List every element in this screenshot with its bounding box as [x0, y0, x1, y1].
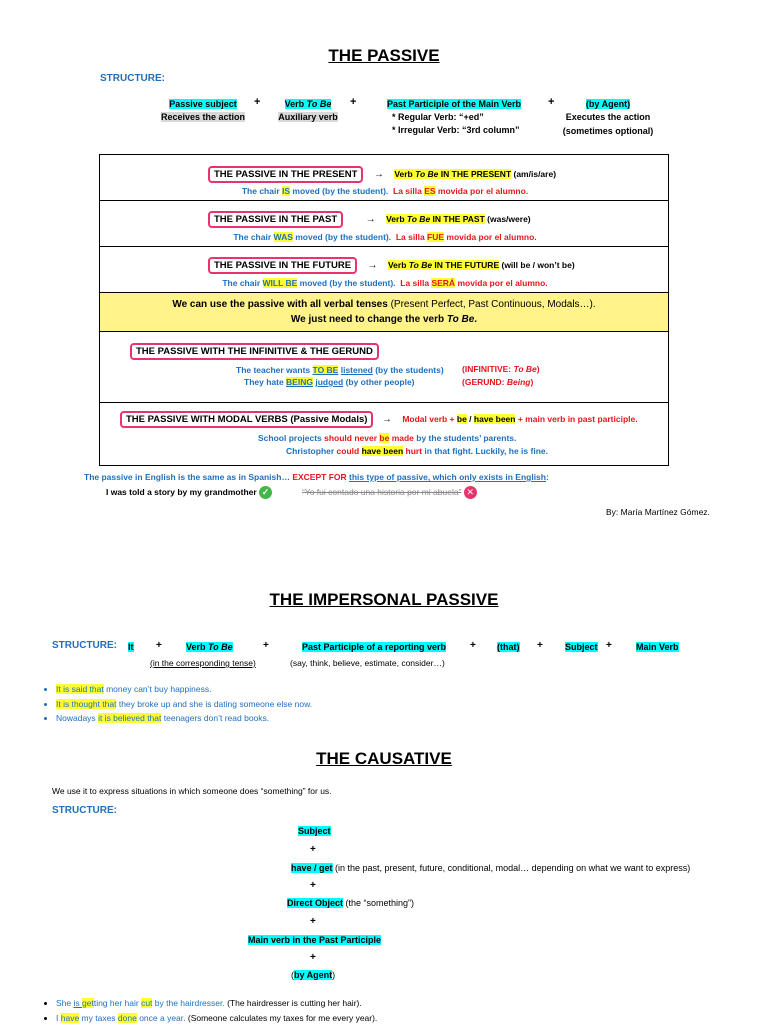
impersonal-pp-note: (say, think, believe, estimate, consider…): [290, 658, 445, 668]
passive-subject-desc: Receives the action: [161, 112, 245, 122]
causative-title: THE CAUSATIVE: [0, 749, 768, 769]
arrow-icon: →: [366, 214, 376, 225]
future-row: [100, 247, 669, 293]
modal-example-1: School projects should never be made by the students’ parents.: [258, 433, 516, 443]
plus-sign: +: [156, 640, 162, 651]
past-row: [100, 201, 669, 247]
present-row: [100, 155, 669, 201]
correct-example: I was told a story by my grandmother ✓: [106, 486, 272, 499]
list-item: • Nowadays it is believed that teenagers don’t read books.: [56, 711, 312, 726]
plus-sign: +: [310, 844, 316, 855]
by-agent-label: (by Agent): [586, 99, 630, 109]
arrow-icon: →: [368, 260, 378, 271]
future-example: The chair WILL BE moved (by the student). La silla SERÁ movida por el alumno.: [100, 278, 670, 288]
impersonal-that: (that): [497, 642, 520, 652]
causative-subject: Subject: [298, 826, 331, 836]
verb-to-be-label: Verb To Be: [285, 99, 332, 109]
all-tenses-note: [100, 293, 669, 332]
present-box: THE PASSIVE IN THE PRESENT: [208, 166, 363, 183]
causative-structure-label: STRUCTURE:: [52, 805, 117, 816]
past-rule: Verb To Be IN THE PAST (was/were): [386, 214, 531, 224]
plus-sign: +: [470, 640, 476, 651]
modal-rule: Modal verb + be / have been + main verb in past participle.: [402, 414, 637, 424]
incorrect-example: “Yo fui contado una historia por mi abuela” ✕: [302, 486, 477, 499]
impersonal-examples: [46, 682, 312, 726]
impersonal-verb-note: (in the corresponding tense): [150, 658, 256, 668]
future-rule: Verb To Be IN THE FUTURE (will be / won’t be): [388, 260, 575, 270]
present-example: The chair IS moved (by the student). La silla ES movida por el alumno.: [100, 186, 670, 196]
causative-main-verb: Main verb in the Past Participle: [248, 935, 381, 945]
exception-note: The passive in English is the same as in Spanish… EXCEPT FOR this type of passive, which only exists in English:: [84, 472, 549, 482]
verb-to-be-block: [270, 99, 346, 126]
past-participle-block: [376, 99, 532, 137]
author: By: María Martínez Gómez.: [606, 507, 710, 517]
modal-box: THE PASSIVE WITH MODAL VERBS (Passive Modals): [120, 411, 373, 428]
passive-structure-label: STRUCTURE:: [100, 73, 165, 84]
irregular-verb-note: * Irregular Verb: “3rd column”: [392, 125, 520, 135]
check-icon: ✓: [259, 486, 272, 499]
impersonal-subject: Subject: [565, 642, 598, 652]
causative-examples: [46, 996, 377, 1025]
impersonal-structure-label: STRUCTURE:: [52, 640, 117, 651]
list-item: • I have my taxes done once a year. (Someone calculates my taxes for me every year).: [56, 1011, 377, 1025]
modal-row: [100, 403, 669, 466]
note-line2: We just need to change the verb To Be.: [291, 314, 477, 325]
passive-title: THE PASSIVE: [0, 46, 768, 66]
causative-intro: We use it to express situations in which someone does “something” for us.: [52, 786, 332, 796]
infinitive-gerund-row: [100, 332, 669, 403]
passive-subject-block: [160, 99, 246, 126]
plus-sign: +: [254, 96, 260, 108]
plus-sign: +: [310, 916, 316, 927]
impersonal-main-verb: Main Verb: [636, 642, 679, 652]
gerund-example: They hate BEING judged (by other people): [244, 377, 415, 387]
arrow-icon: →: [374, 169, 384, 180]
plus-sign: +: [606, 640, 612, 651]
plus-sign: +: [310, 880, 316, 891]
note-line1-detail: (Present Perfect, Past Continuous, Modals…).: [388, 299, 596, 310]
by-agent-desc: Executes the action: [566, 112, 651, 122]
infinitive-example: The teacher wants TO BE listened (by the students): [236, 364, 444, 377]
impersonal-verb: Verb To Be: [186, 642, 233, 652]
past-example: The chair WAS moved (by the student). La silla FUE movida por el alumno.: [100, 232, 670, 242]
plus-sign: +: [310, 952, 316, 963]
list-item: • It is thought that they broke up and she is dating someone else now.: [56, 697, 312, 712]
by-agent-block: [556, 99, 660, 136]
impersonal-it: It: [128, 642, 134, 652]
list-item: • She is getting her hair cut by the hairdresser. (The hairdresser is cutting her hair).: [56, 996, 377, 1011]
past-participle-label: Past Participle of the Main Verb: [387, 99, 521, 109]
past-participle-notes: [376, 111, 532, 137]
causative-by-agent: (by Agent): [291, 970, 335, 980]
plus-sign: +: [350, 96, 356, 108]
infinitive-gerund-box: THE PASSIVE WITH THE INFINITIVE & THE GERUND: [130, 343, 379, 360]
note-line1: We can use the passive with all verbal tenses: [172, 299, 387, 310]
causative-direct-object: Direct Object (the “something”): [287, 898, 414, 908]
past-box: THE PASSIVE IN THE PAST: [208, 211, 343, 228]
passive-subject-label: Passive subject: [169, 99, 237, 109]
future-box: THE PASSIVE IN THE FUTURE: [208, 257, 357, 274]
verb-to-be-desc: Auxiliary verb: [278, 112, 338, 122]
gerund-tag: (GERUND: Being): [462, 377, 533, 387]
impersonal-title: THE IMPERSONAL PASSIVE: [0, 590, 768, 610]
passive-tenses-table: [99, 154, 669, 466]
arrow-icon: →: [382, 414, 392, 425]
present-rule: Verb To Be IN THE PRESENT (am/is/are): [394, 169, 556, 179]
impersonal-pp: Past Participle of a reporting verb: [302, 642, 446, 652]
modal-example-2: Christopher could have been hurt in that fight. Luckily, he is fine.: [286, 446, 548, 456]
by-agent-optional: (sometimes optional): [563, 126, 654, 136]
list-item: • It is said that money can’t buy happiness.: [56, 682, 312, 697]
plus-sign: +: [263, 640, 269, 651]
cross-icon: ✕: [464, 486, 477, 499]
infinitive-tag: (INFINITIVE: To Be): [462, 364, 540, 374]
causative-have-get: have / get (in the past, present, future, conditional, modal… depending on what we want to express): [291, 863, 690, 873]
regular-verb-note: * Regular Verb: “+ed”: [392, 112, 484, 122]
plus-sign: +: [548, 96, 554, 108]
plus-sign: +: [537, 640, 543, 651]
